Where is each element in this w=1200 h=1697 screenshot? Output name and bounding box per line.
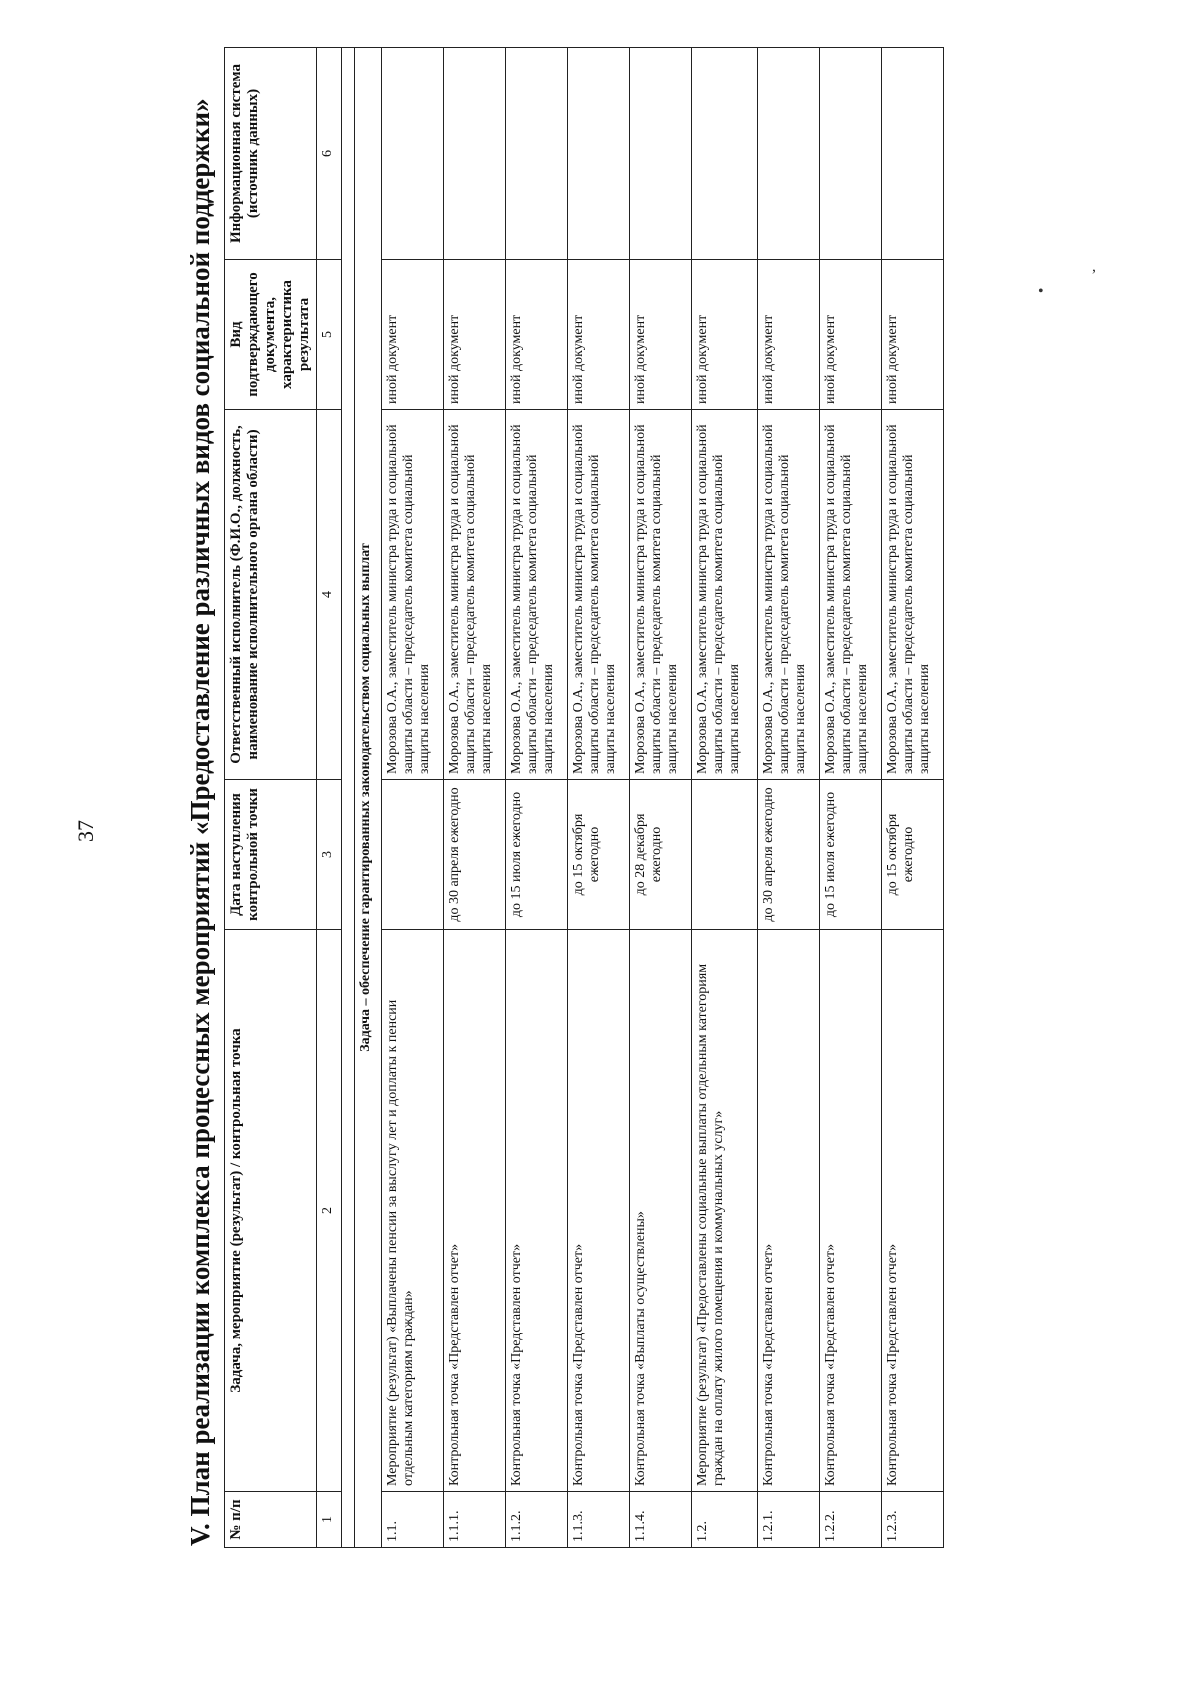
header-cell: № п/п (225, 1492, 317, 1548)
column-number: 4 (317, 410, 342, 780)
table-row (882, 48, 944, 1548)
cell-date: до 15 октября ежегодно (568, 780, 630, 930)
cell-responsible: Морозова О.А., заместитель министра труда и социальной защиты области – председатель комитета социальной защиты населения (382, 410, 444, 780)
cell-date: до 28 декабря ежегодно (630, 780, 692, 930)
cell-name: Контрольная точка «Представлен отчет» (506, 930, 568, 1492)
cell-num: 1.1. (382, 1492, 444, 1548)
cell-doc: иной документ (820, 260, 882, 410)
plan-table (224, 47, 944, 1548)
rotated-page-content (184, 34, 1064, 1564)
cell-name: Контрольная точка «Представлен отчет» (882, 930, 944, 1492)
cell-system (630, 48, 692, 260)
scan-mark: , (1092, 258, 1096, 275)
cell-doc: иной документ (758, 260, 820, 410)
cell-date: до 15 июля ежегодно (820, 780, 882, 930)
cell-date: до 30 апреля ежегодно (758, 780, 820, 930)
column-number: 1 (317, 1492, 342, 1548)
spacer-cell (342, 48, 355, 1548)
cell-system (568, 48, 630, 260)
cell-system (882, 48, 944, 260)
table-row (820, 48, 882, 1548)
cell-doc: иной документ (630, 260, 692, 410)
table-row (506, 48, 568, 1548)
cell-responsible: Морозова О.А., заместитель министра труда и социальной защиты области – председатель комитета социальной защиты населения (630, 410, 692, 780)
table-row (568, 48, 630, 1548)
cell-name: Контрольная точка «Представлен отчет» (444, 930, 506, 1492)
cell-name: Контрольная точка «Выплаты осуществлены» (630, 930, 692, 1492)
cell-num: 1.1.2. (506, 1492, 568, 1548)
scan-mark: • (1038, 283, 1044, 300)
cell-system (692, 48, 758, 260)
cell-doc: иной документ (444, 260, 506, 410)
table-row (630, 48, 692, 1548)
cell-date: до 15 июля ежегодно (506, 780, 568, 930)
cell-num: 1.1.3. (568, 1492, 630, 1548)
cell-num: 1.2. (692, 1492, 758, 1548)
cell-num: 1.2.2. (820, 1492, 882, 1548)
cell-doc: иной документ (506, 260, 568, 410)
cell-responsible: Морозова О.А., заместитель министра труда и социальной защиты области – председатель комитета социальной защиты населения (820, 410, 882, 780)
cell-responsible: Морозова О.А., заместитель министра труда и социальной защиты области – председатель комитета социальной защиты населения (568, 410, 630, 780)
cell-responsible: Морозова О.А., заместитель министра труда и социальной защиты области – председатель комитета социальной защиты населения (506, 410, 568, 780)
cell-responsible: Морозова О.А., заместитель министра труда и социальной защиты области – председатель комитета социальной защиты населения (758, 410, 820, 780)
cell-doc: иной документ (692, 260, 758, 410)
table-body (342, 48, 944, 1548)
document-title: V. План реализации комплекса процессных мероприятий «Предоставление различных видов социальной поддержки» (185, 98, 215, 1546)
cell-name: Мероприятие (результат) «Предоставлены социальные выплаты отдельным категориям граждан на оплату жилого помещения и коммунальных услуг» (692, 930, 758, 1492)
cell-date (382, 780, 444, 930)
header-cell: Вид подтверждающего документа, характеристика результата (225, 260, 317, 410)
cell-name: Контрольная точка «Представлен отчет» (568, 930, 630, 1492)
column-number: 2 (317, 930, 342, 1492)
spacer-row (342, 48, 355, 1548)
cell-system (382, 48, 444, 260)
header-row (225, 48, 317, 1548)
cell-system (506, 48, 568, 260)
cell-num: 1.2.3. (882, 1492, 944, 1548)
cell-doc: иной документ (382, 260, 444, 410)
cell-num: 1.1.1. (444, 1492, 506, 1548)
cell-doc: иной документ (568, 260, 630, 410)
page-number: 37 (73, 820, 98, 842)
table-row (692, 48, 758, 1548)
cell-num: 1.1.4. (630, 1492, 692, 1548)
cell-responsible: Морозова О.А., заместитель министра труда и социальной защиты области – председатель комитета социальной защиты населения (692, 410, 758, 780)
cell-date: до 15 октября ежегодно (882, 780, 944, 930)
header-cell: Дата наступления контрольной точки (225, 780, 317, 930)
cell-name: Контрольная точка «Представлен отчет» (820, 930, 882, 1492)
header-cell: Ответственный исполнитель (Ф.И.О., должность, наименование исполнительного органа области) (225, 410, 317, 780)
cell-name: Мероприятие (результат) «Выплачены пенсии за выслугу лет и доплаты к пенсии отдельным категориям граждан» (382, 930, 444, 1492)
cell-date: до 30 апреля ежегодно (444, 780, 506, 930)
cell-system (820, 48, 882, 260)
cell-name: Контрольная точка «Представлен отчет» (758, 930, 820, 1492)
cell-responsible: Морозова О.А., заместитель министра труда и социальной защиты области – председатель комитета социальной защиты населения (444, 410, 506, 780)
table-row (444, 48, 506, 1548)
cell-doc: иной документ (882, 260, 944, 410)
header-cell: Информационная система (источник данных) (225, 48, 317, 260)
task-heading: Задача – обеспечение гарантированных законодательством социальных выплат (355, 48, 382, 1548)
table-row (382, 48, 444, 1548)
column-number: 6 (317, 48, 342, 260)
cell-date (692, 780, 758, 930)
column-number: 5 (317, 260, 342, 410)
task-row (355, 48, 382, 1548)
cell-system (444, 48, 506, 260)
column-number-row (317, 48, 342, 1548)
column-number: 3 (317, 780, 342, 930)
cell-num: 1.2.1. (758, 1492, 820, 1548)
cell-responsible: Морозова О.А., заместитель министра труда и социальной защиты области – председатель комитета социальной защиты населения (882, 410, 944, 780)
header-cell: Задача, мероприятие (результат) / контрольная точка (225, 930, 317, 1492)
table-row (758, 48, 820, 1548)
cell-system (758, 48, 820, 260)
